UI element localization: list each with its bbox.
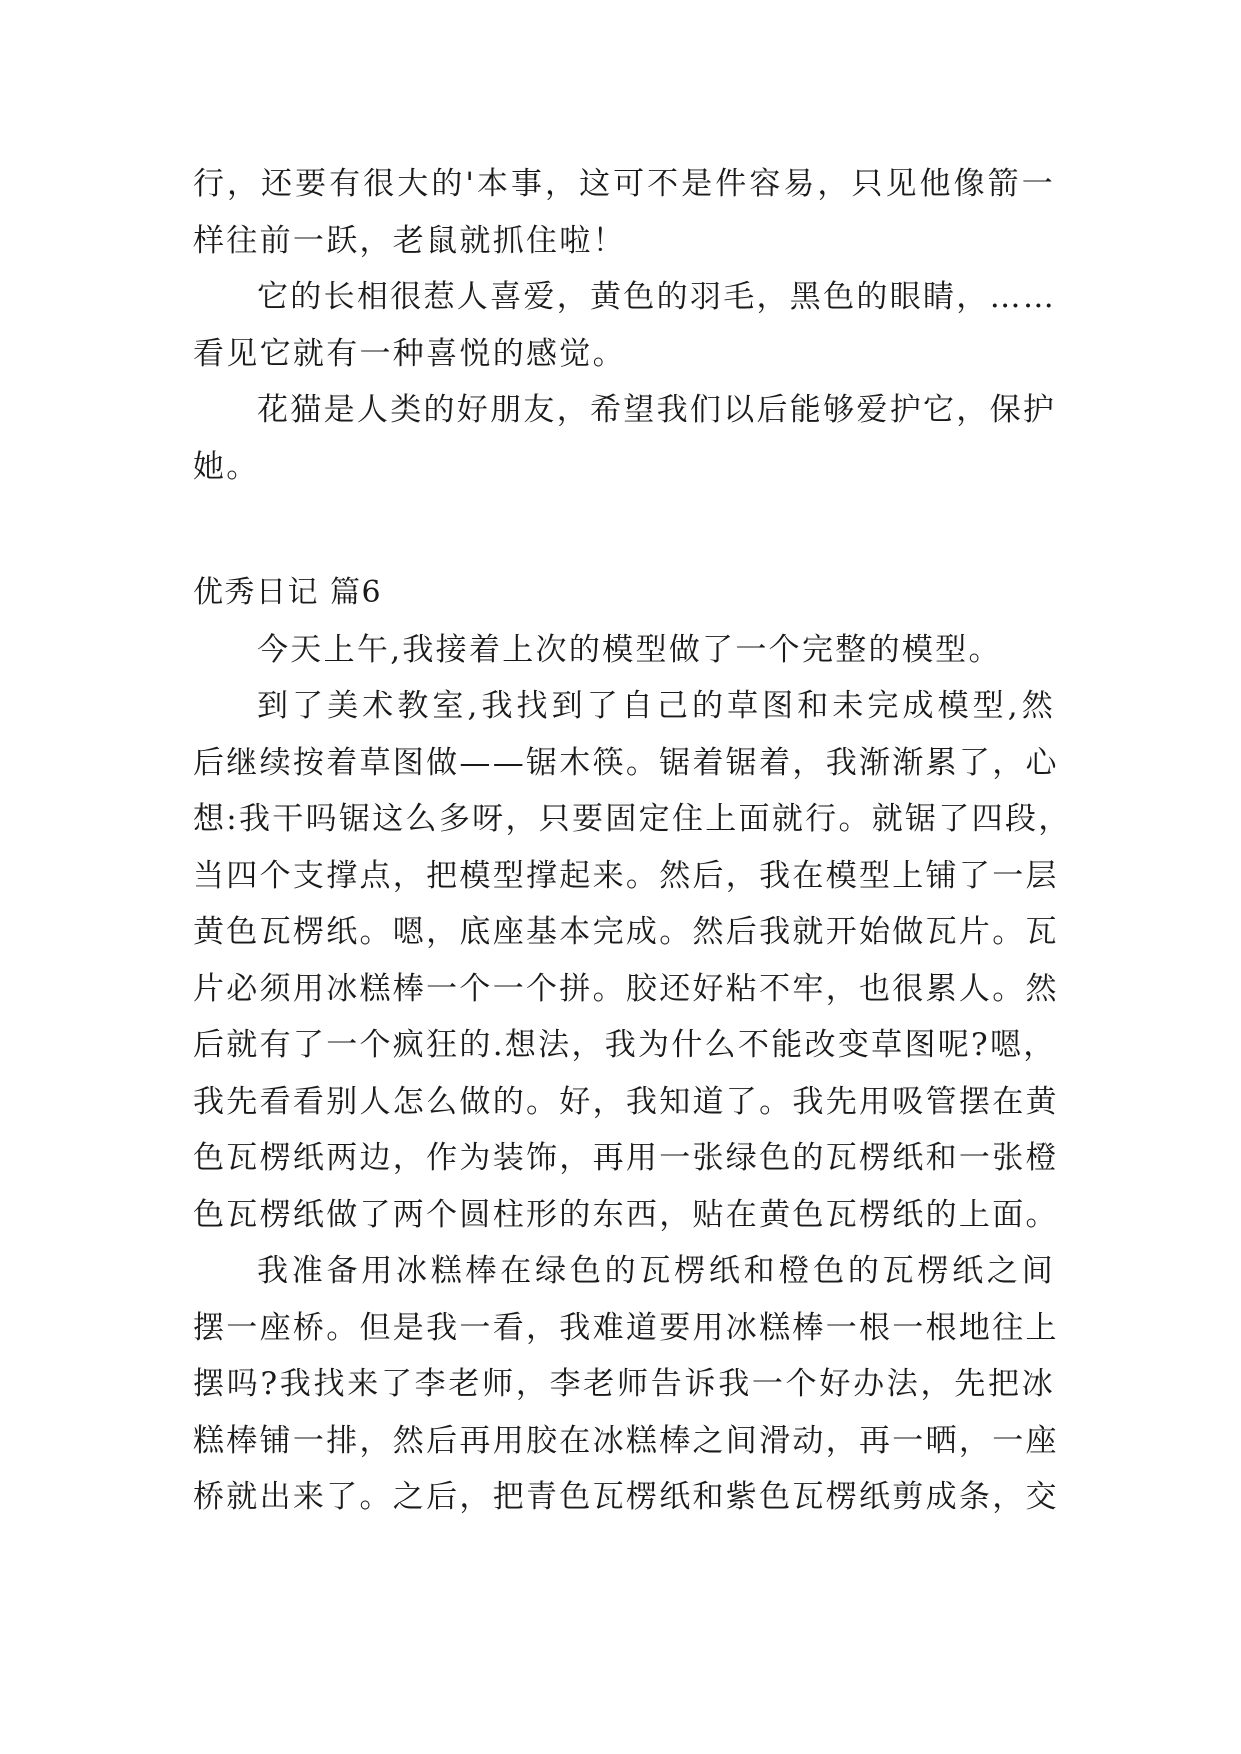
top-section [193,156,1055,495]
text-line: 后就有了一个疯狂的.想法，我为什么不能改变草图呢?嗯， [193,1027,1057,1063]
text-line: 我准备用冰糕棒在绿色的瓦楞纸和橙色的瓦楞纸之间 [257,1253,1055,1289]
text-line: 想:我干吗锯这么多呀，只要固定住上面就行。就锯了四段， [193,801,1072,837]
text-line: 黄色瓦楞纸。嗯，底座基本完成。然后我就开始做瓦片。瓦 [193,914,1059,950]
diary-entry [193,565,1072,1526]
paragraph [193,622,1055,679]
text-line: 看见它就有一种喜悦的感觉。 [193,335,626,372]
text-line: 今天上午,我接着上次的模型做了一个完整的模型。 [257,631,1002,668]
text-line: 片必须用冰糕棒一个一个拼。胶还好粘不牢，也很累人。然 [193,970,1059,1007]
section-gap [193,495,1055,565]
text-line: 花猫是人类的好朋友，希望我们以后能够爱护它，保护 [257,392,1057,428]
document-page [193,156,1072,1526]
text-line: 桥就出来了。之后，把青色瓦楞纸和紫色瓦楞纸剪成条，交 [193,1479,1059,1515]
text-line: 我先看看别人怎么做的。好，我知道了。我先用吸管摆在黄 [193,1083,1059,1120]
paragraph [193,382,1055,495]
paragraph [193,269,1055,382]
paragraph [193,678,1072,1243]
paragraph [193,1243,1059,1526]
text-line: 摆吗?我找来了李老师，李老师告诉我一个好办法，先把冰 [193,1366,1055,1402]
text-line: 它的长相很惹人喜爱，黄色的羽毛，黑色的眼睛，…… [257,279,1057,315]
text-line: 到了美术教室,我找到了自己的草图和未完成模型,然 [257,688,1055,724]
text-line: 行，还要有很大的'本事，这可不是件容易，只见他像箭一 [193,166,1055,202]
text-line: 色瓦楞纸做了两个圆柱形的东西，贴在黄色瓦楞纸的上面。 [193,1196,1059,1233]
diary-heading: 优秀日记 篇6 [193,575,383,610]
text-line: 色瓦楞纸两边，作为装饰，再用一张绿色的瓦楞纸和一张橙 [193,1140,1059,1176]
text-line: 样往前一跃，老鼠就抓住啦！ [193,222,626,259]
text-line: 后继续按着草图做——锯木筷。锯着锯着，我渐渐累了，心 [193,744,1059,781]
text-line: 糕棒铺一排，然后再用胶在冰糕棒之间滑动，再一晒，一座 [193,1422,1059,1459]
text-line: 当四个支撑点，把模型撑起来。然后，我在模型上铺了一层 [193,857,1059,894]
text-line: 摆一座桥。但是我一看，我难道要用冰糕棒一根一根地往上 [193,1309,1059,1346]
text-line: 她。 [193,448,260,485]
paragraph [193,156,1055,269]
